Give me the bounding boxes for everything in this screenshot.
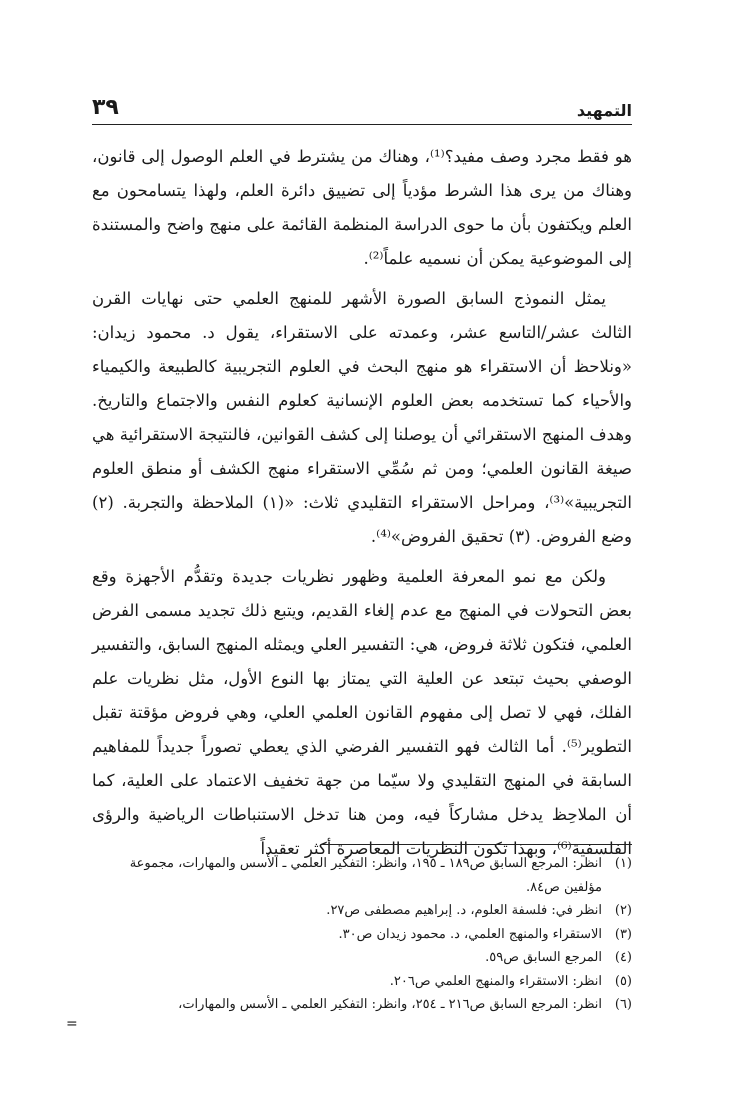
footnote-text: انظر في: فلسفة العلوم، د. إبراهيم مصطفى ص٢٧. xyxy=(326,903,602,918)
footnote-2 xyxy=(92,899,632,923)
footnote-text: انظر: الاستقراء والمنهج العلمي ص٢٠٦. xyxy=(389,973,602,989)
footnote-number: (٥) xyxy=(614,973,632,989)
footnote-number: (٣) xyxy=(614,926,632,942)
footnote-5 xyxy=(92,970,632,994)
footnote-text: المرجع السابق ص٥٩. xyxy=(485,950,602,965)
page-number: ٣٩ xyxy=(92,95,119,120)
continuation-mark: = xyxy=(66,1016,78,1032)
footnote-3 xyxy=(92,923,632,947)
paragraph-2: يمثل النموذج السابق الصورة الأشهر للمنهج العلمي حتى نهايات القرن الثالث عشر/التاسع عشر، وعمدته على الاستقراء، يقول د. محمود زيدان: «ونلاحظ أن الاستقراء هو منهج البحث في العلوم التجريبية كالطبيعة والكيمياء والأحياء كما تستخدمه بعض العلوم الإنسانية كعلوم النفس والاجتماع والتاريخ. وهدف المنهج الاستقرائي أن يوصلنا إلى كشف القوانين، فالنتيجة الاستقرائية هي صيغة القانون العلمي؛ ومن ثم سُمِّي الاستقراء منهج الكشف أو منطق العلوم التجريبية»⁽³⁾، ومراحل الاستقراء التقليدي ثلاث: «(١) الملاحظة والتجربة. (٢) وضع الفروض. (٣) تحقيق الفروض»⁽⁴⁾. xyxy=(92,289,632,546)
footnote-1 xyxy=(92,852,632,899)
running-header xyxy=(92,86,632,125)
main-text xyxy=(92,140,632,866)
footnote-number: (٦) xyxy=(614,997,632,1012)
paragraph-3: ولكن مع نمو المعرفة العلمية وظهور نظريات جديدة وتقدُّم الأجهزة وقع بعض التحولات في المنهج مع عدم إلغاء القديم، ويتبع ذلك تجديد مسمى الفرض العلمي، فتكون ثلاثة فروض، هي: التفسير العلي ويمثله المنهج السابق، والتفسير الوصفي بحيث تبتعد عن العلية التي يمتاز بها النوع الأول، مثل نظريات علم الفلك، فهي لا تصل إلى مفهوم القانون العلمي العلي، وهي فروض مؤقتة تقبل التطوير⁽⁵⁾. أما الثالث فهو التفسير الفرضي الذي يعطي تصوراً جديداً للمفاهيم السابقة في المنهج التقليدي ولا سيّما من جهة تخفيف الاعتماد على العلية، كما أن الملاحِظ يدخل مشاركاً فيه، ومن هنا تدخل الاستنباطات الرياضية والرؤى الفلسفية⁽⁶⁾، وبهذا تكون النظريات المعاصرة أكثر تعقيداً xyxy=(92,567,632,858)
footnote-6 xyxy=(92,993,632,1017)
footnote-text: انظر: المرجع السابق ص٢١٦ ـ ٢٥٤، وانظر: التفكير العلمي ـ الأسس والمهارات، xyxy=(178,997,602,1012)
footnote-number: (١) xyxy=(614,856,632,871)
chapter-title: التمهيد xyxy=(576,101,632,120)
footnotes xyxy=(92,852,632,1017)
footnote-text: انظر: المرجع السابق ص١٨٩ ـ ١٩٥، وانظر: التفكير العلمي ـ الأسس والمهارات، مجموعة مؤلفين ص٨٤. xyxy=(129,856,602,895)
footnote-number: (٢) xyxy=(614,903,632,918)
footnote-text: الاستقراء والمنهج العلمي، د. محمود زيدان ص٣٠. xyxy=(338,926,602,942)
footnote-separator xyxy=(322,844,632,845)
paragraph-1: هو فقط مجرد وصف مفيد؟⁽¹⁾، وهناك من يشترط في العلم الوصول إلى قانون، وهناك من يرى هذا الشرط مؤدياً إلى تضييق دائرة العلم، ولهذا يتسامحون مع العلم ويكتفون بأن ما حوى الدراسة المنظمة القائمة على منهج واضح والمستندة إلى الموضوعية يمكن أن نسميه علماً⁽²⁾. xyxy=(92,147,632,268)
footnote-4 xyxy=(92,946,632,970)
footnote-number: (٤) xyxy=(614,950,632,965)
